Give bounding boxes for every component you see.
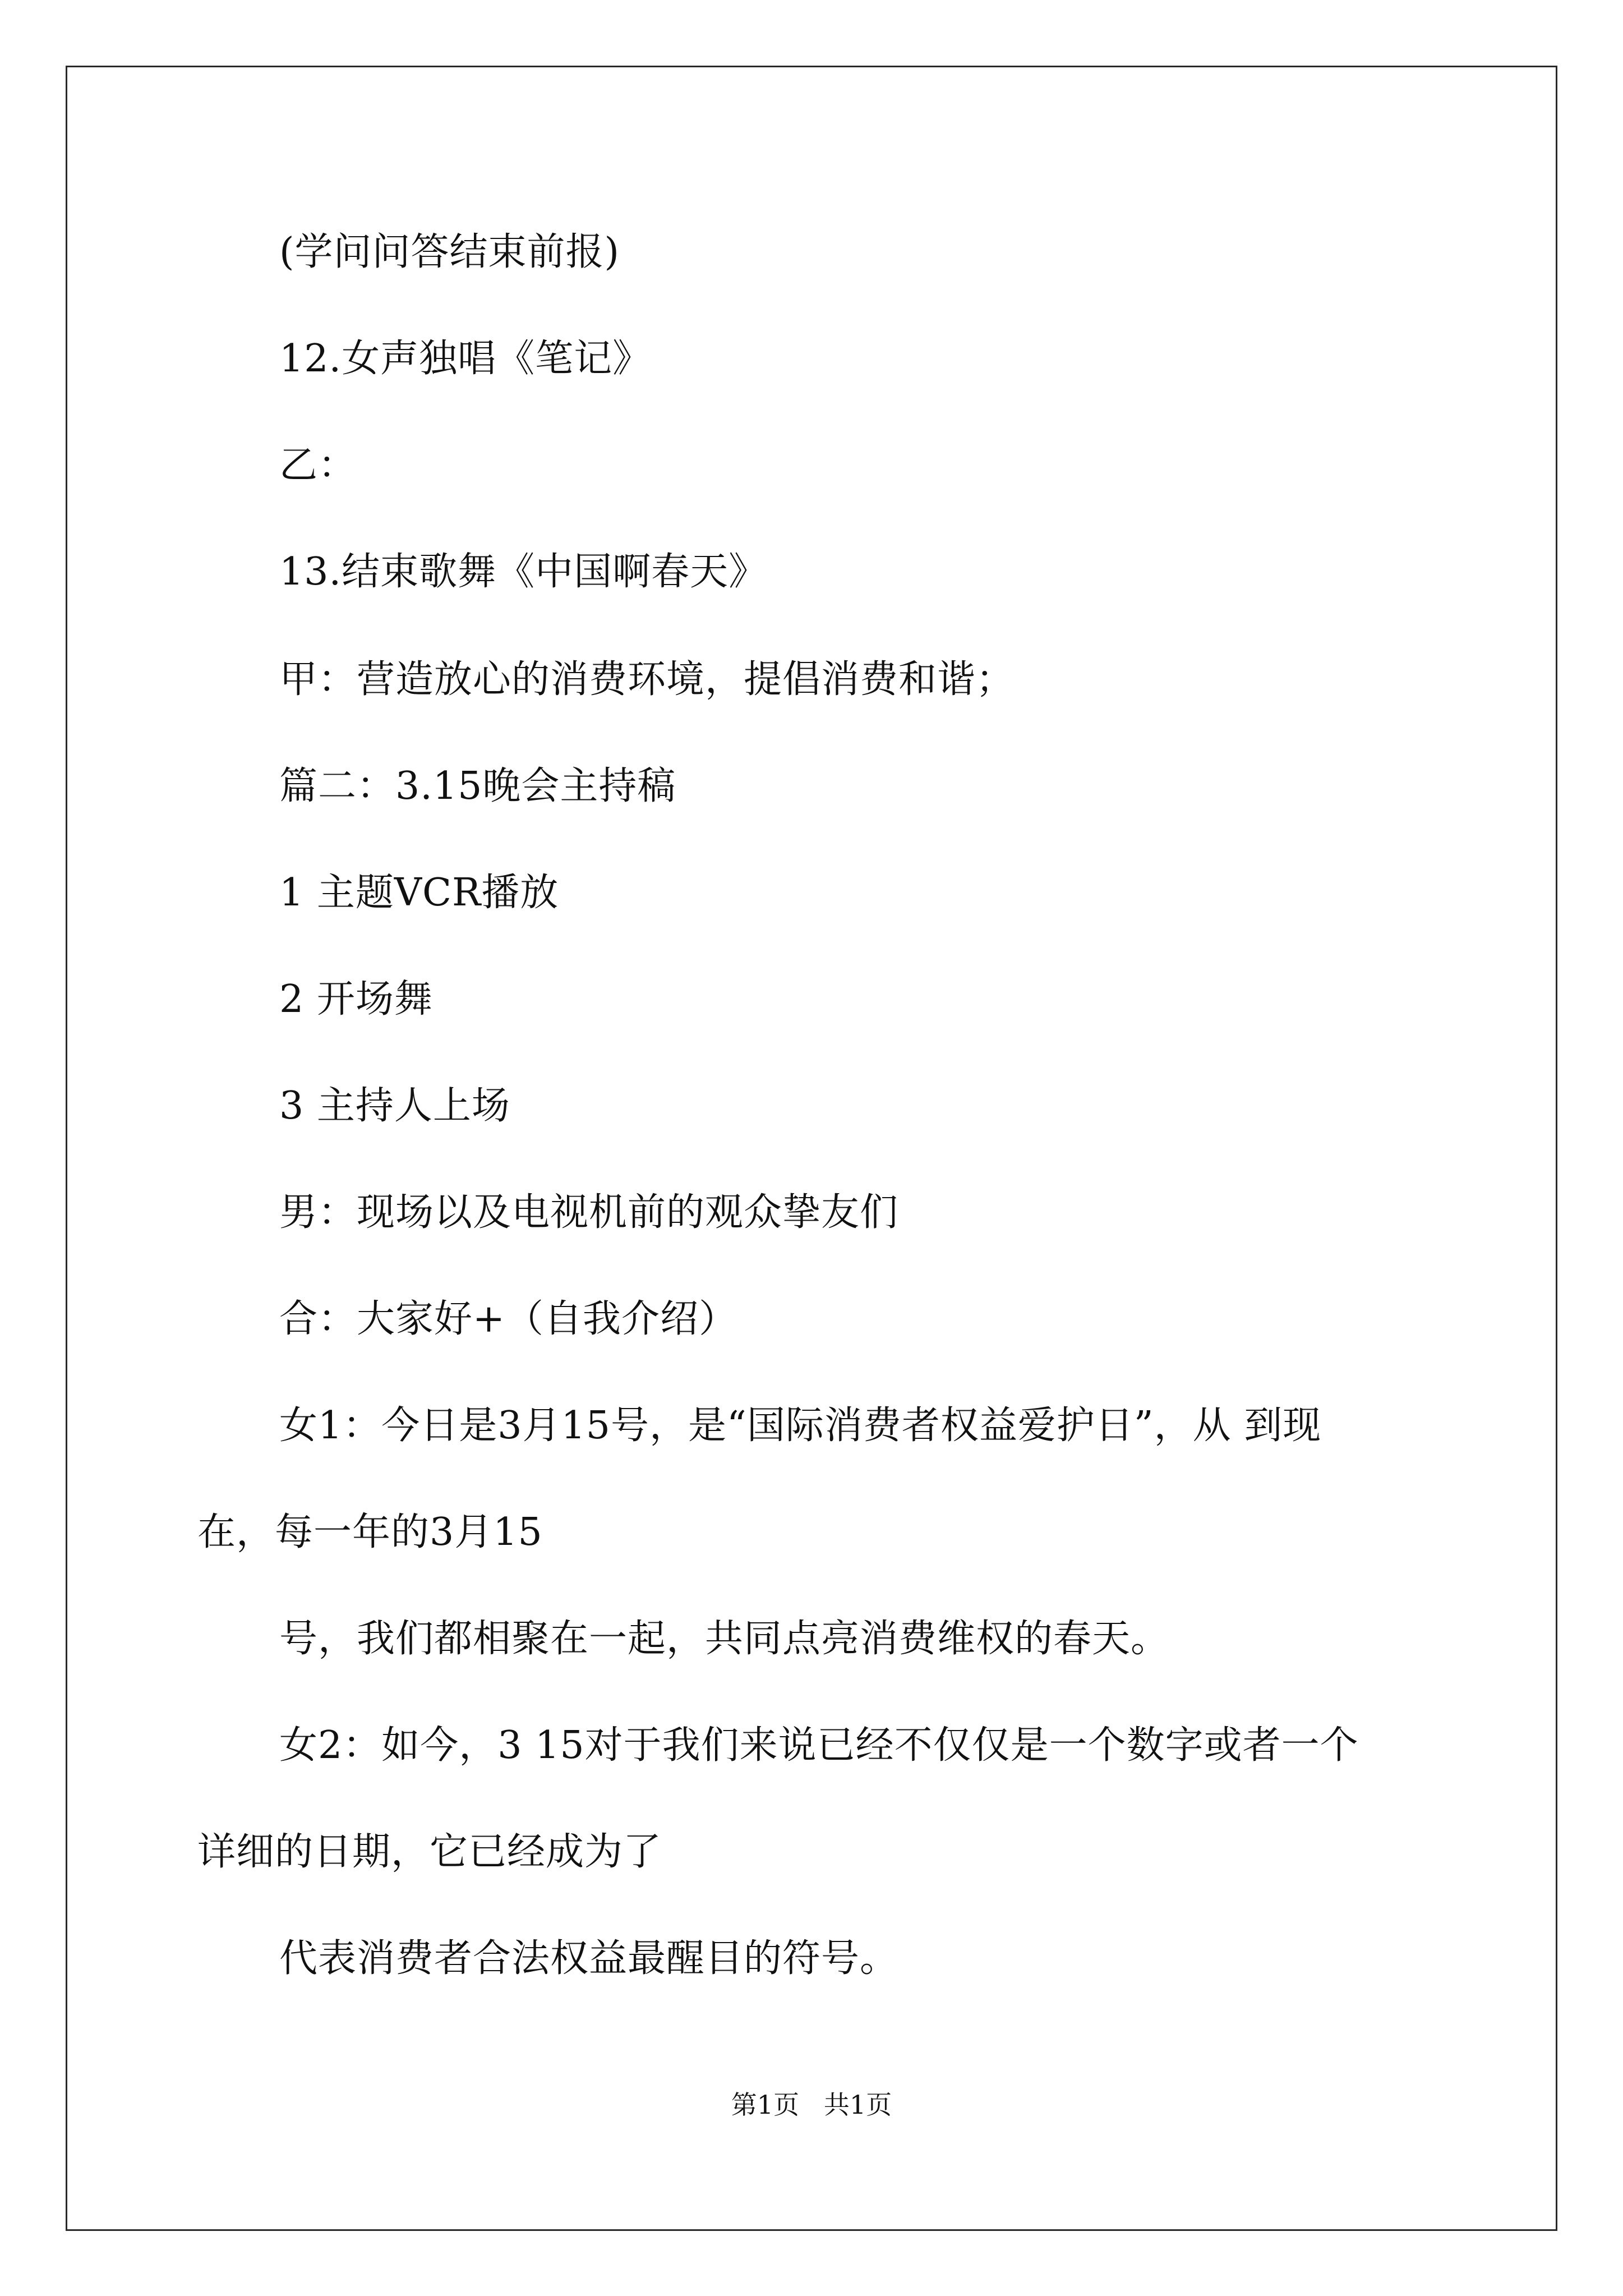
text-line: 3 主持人上场 [279,1084,510,1128]
page-footer: 第1页 共1页 [731,2090,892,2120]
text-line: 详细的日期，它已经成为了 [197,1830,662,1874]
section-heading: 篇二：3.15晚会主持稿 [279,764,676,808]
text-line: 在，每一年的3月15 [197,1510,543,1554]
text-line: (学问问答结束前报) [279,230,620,274]
text-line: 13.结束歌舞《中国啊春天》 [279,550,768,594]
text-line: 女2：如今，3 15对于我们来说已经不仅仅是一个数字或者一个 [279,1723,1359,1768]
text-line: 男：现场以及电视机前的观众挚友们 [279,1190,899,1235]
text-line: 合：大家好+（自我介绍） [279,1297,737,1341]
text-line: 2 开场舞 [279,977,433,1022]
text-line: 12.女声独唱《笔记》 [279,337,652,381]
page-border [66,66,1557,2231]
text-line: 号，我们都相聚在一起，共同点亮消费维权的春天。 [279,1617,1170,1661]
text-line: 女1：今日是3月15号，是“国际消费者权益爱护日”，从 到现 [279,1404,1322,1448]
text-line: 1 主题VCR播放 [279,871,559,915]
text-line: 甲：营造放心的消费环境，提倡消费和谐； [279,657,1015,702]
text-line: 代表消费者合法权益最醒目的符号。 [279,1936,899,1981]
text-line: 乙： [279,443,357,487]
